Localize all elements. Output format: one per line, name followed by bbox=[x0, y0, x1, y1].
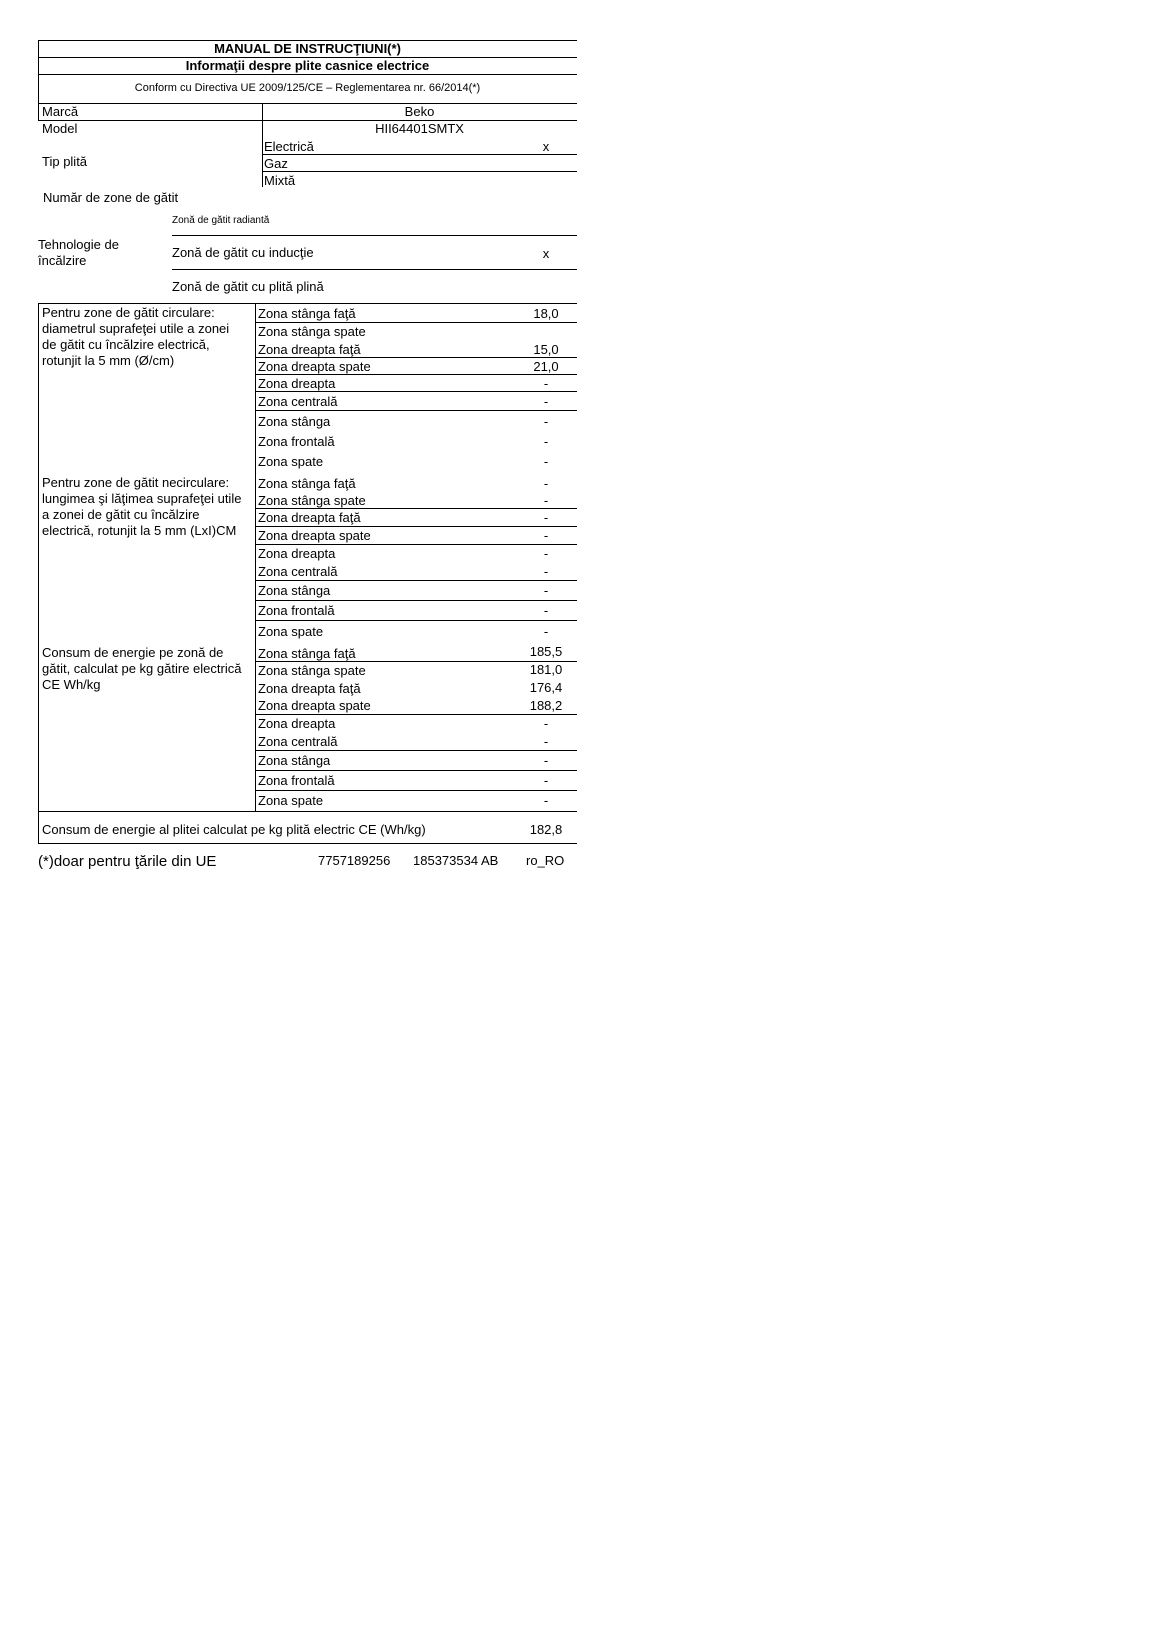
circular-row-6-zone: Zona centrală bbox=[258, 394, 338, 409]
heating-tech-radiant: Zonă de gătit radiantă bbox=[172, 215, 270, 226]
energy-zone-row-5-value: - bbox=[543, 716, 549, 731]
energy-zone-row-7-value: - bbox=[543, 753, 549, 768]
heating-tech-induction: Zonă de gătit cu inducţie bbox=[172, 245, 314, 260]
non-circular-row-5-zone: Zona dreapta bbox=[258, 546, 336, 561]
hob-type-gas: Gaz bbox=[264, 156, 288, 171]
energy-zone-row-9-zone: Zona spate bbox=[258, 793, 324, 808]
hob-type-electric: Electrică bbox=[264, 139, 314, 154]
circular-row-4-zone: Zona dreapta spate bbox=[258, 359, 371, 374]
hob-type-electric-mark: x bbox=[542, 139, 550, 154]
energy-zone-row-9-value: - bbox=[543, 793, 549, 808]
directive-text: Conform cu Directiva UE 2009/125/CE – Reglementarea nr. 66/2014(*) bbox=[134, 82, 481, 94]
heating-tech-solid-plate: Zonă de gătit cu plită plină bbox=[172, 279, 324, 294]
model-label: Model bbox=[42, 121, 78, 136]
heating-tech-induction-mark: x bbox=[542, 246, 550, 261]
non-circular-row-1-value: - bbox=[543, 476, 549, 491]
footer-locale: ro_RO bbox=[526, 853, 565, 868]
circular-row-4-value: 21,0 bbox=[533, 359, 559, 374]
circular-row-8-zone: Zona frontală bbox=[258, 434, 335, 449]
non-circular-row-7-zone: Zona stânga bbox=[258, 583, 331, 598]
sheet-title: MANUAL DE INSTRUCŢIUNI(*) bbox=[214, 41, 401, 56]
footer-code-2: 185373534 AB bbox=[413, 853, 499, 868]
circular-row-6-value: - bbox=[543, 394, 549, 409]
non-circular-row-2-value: - bbox=[543, 493, 549, 508]
non-circular-row-6-zone: Zona centrală bbox=[258, 564, 338, 579]
hob-type-mixed: Mixtă bbox=[264, 173, 296, 188]
energy-zone-row-6-value: - bbox=[543, 734, 549, 749]
circular-row-5-zone: Zona dreapta bbox=[258, 376, 336, 391]
energy-zone-label: Consum de energie pe zonă de gătit, calculat pe kg gătire electrică CE Wh/kg bbox=[42, 645, 242, 692]
circular-row-3-value: 15,0 bbox=[533, 342, 559, 357]
circular-row-7-value: - bbox=[543, 414, 549, 429]
energy-zone-row-4-value: 188,2 bbox=[529, 698, 563, 713]
energy-zone-row-3-value: 176,4 bbox=[529, 680, 563, 695]
non-circular-row-8-zone: Zona frontală bbox=[258, 603, 335, 618]
model-value: HII64401SMTX bbox=[375, 121, 464, 136]
zones-count-label: Număr de zone de gătit bbox=[43, 190, 179, 205]
non-circular-row-1-zone: Zona stânga faţă bbox=[258, 476, 356, 491]
circular-row-2-zone: Zona stânga spate bbox=[258, 324, 366, 339]
non-circular-row-2-zone: Zona stânga spate bbox=[258, 493, 366, 508]
circular-row-7-zone: Zona stânga bbox=[258, 414, 331, 429]
non-circular-row-4-zone: Zona dreapta spate bbox=[258, 528, 371, 543]
heating-tech-label: Tehnologie de încălzire bbox=[38, 237, 119, 268]
energy-zone-row-8-zone: Zona frontală bbox=[258, 773, 335, 788]
energy-zone-row-7-zone: Zona stânga bbox=[258, 753, 331, 768]
energy-zone-row-3-zone: Zona dreapta faţă bbox=[258, 681, 361, 696]
energy-zone-row-2-value: 181,0 bbox=[529, 662, 563, 677]
circular-row-3-zone: Zona dreapta faţă bbox=[258, 342, 361, 357]
energy-zone-row-1-zone: Zona stânga faţă bbox=[258, 646, 356, 661]
non-circular-row-3-zone: Zona dreapta faţă bbox=[258, 510, 361, 525]
non-circular-row-9-zone: Zona spate bbox=[258, 624, 324, 639]
footer-code-1: 7757189256 bbox=[318, 853, 391, 868]
sheet-subtitle: Informaţii despre plite casnice electrice bbox=[185, 58, 430, 73]
energy-zone-row-4-zone: Zona dreapta spate bbox=[258, 698, 371, 713]
energy-hob-label: Consum de energie al plitei calculat pe kg plită electric CE (Wh/kg) bbox=[42, 822, 426, 837]
circular-row-9-zone: Zona spate bbox=[258, 454, 324, 469]
circular-row-9-value: - bbox=[543, 454, 549, 469]
non-circular-row-5-value: - bbox=[543, 546, 549, 561]
non-circular-row-7-value: - bbox=[543, 583, 549, 598]
energy-zone-row-2-zone: Zona stânga spate bbox=[258, 663, 366, 678]
brand-label: Marcă bbox=[42, 104, 79, 119]
energy-zone-row-6-zone: Zona centrală bbox=[258, 734, 338, 749]
circular-row-5-value: - bbox=[543, 376, 549, 391]
circular-row-1-zone: Zona stânga faţă bbox=[258, 306, 356, 321]
non-circular-row-6-value: - bbox=[543, 564, 549, 579]
non-circular-row-9-value: - bbox=[543, 624, 549, 639]
circular-row-8-value: - bbox=[543, 434, 549, 449]
non-circular-row-3-value: - bbox=[543, 510, 549, 525]
circular-label: Pentru zone de gătit circulare: diametrul suprafeţei utile a zonei de gătit cu încălzire electrică, rotunjit la 5 mm (Ø/cm) bbox=[42, 305, 230, 368]
non-circular-row-8-value: - bbox=[543, 603, 549, 618]
non-circular-row-4-value: - bbox=[543, 528, 549, 543]
energy-zone-row-5-zone: Zona dreapta bbox=[258, 716, 336, 731]
energy-hob-value: 182,8 bbox=[529, 822, 563, 837]
circular-row-1-value: 18,0 bbox=[533, 306, 559, 321]
non-circular-label: Pentru zone de gătit necirculare: lungimea şi lăţimea suprafeţei utile a zonei de gătit cu încălzire electrică, rotunjit la 5 mm (LxI)CM bbox=[42, 475, 242, 538]
hob-type-label: Tip plită bbox=[42, 154, 88, 169]
energy-zone-row-1-value: 185,5 bbox=[529, 644, 563, 659]
brand-value: Beko bbox=[404, 104, 435, 119]
footer-note: (*)doar pentru ţările din UE bbox=[38, 853, 217, 870]
energy-zone-row-8-value: - bbox=[543, 773, 549, 788]
